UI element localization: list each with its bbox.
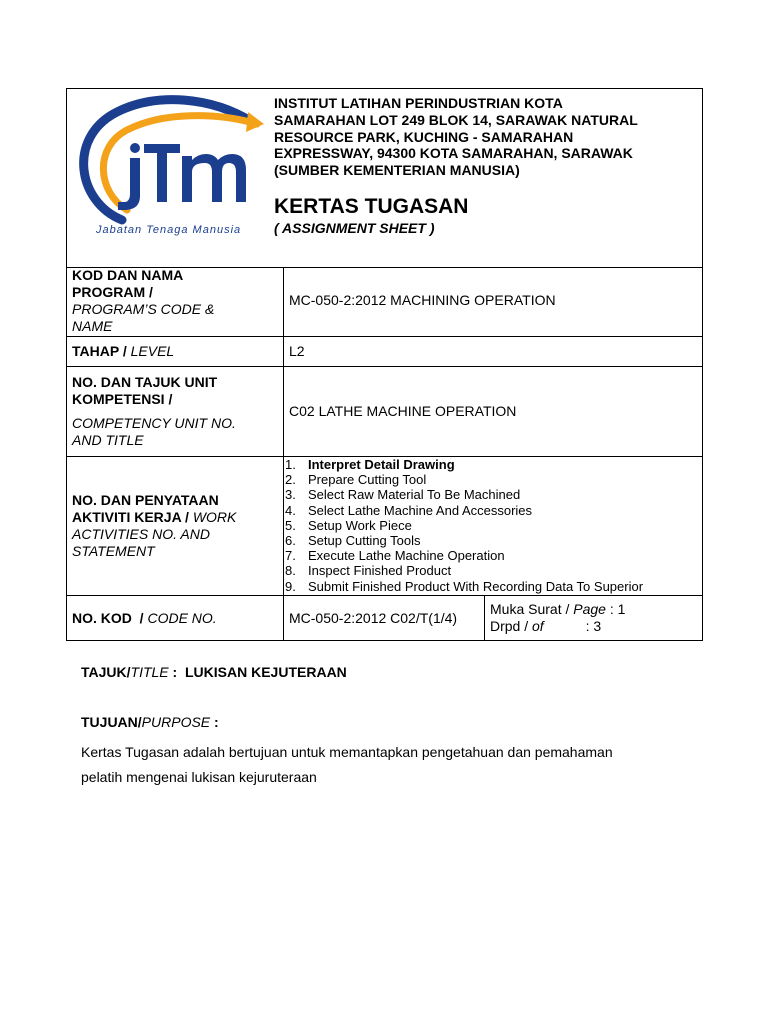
of-label-italic: of <box>532 618 544 634</box>
list-item-number: 7. <box>285 548 296 564</box>
purpose-label-italic: PURPOSE <box>141 714 211 730</box>
unit-value: C02 LATHE MACHINE OPERATION <box>289 403 517 419</box>
list-item <box>285 579 643 594</box>
activities-label-italic: WORK <box>192 509 237 525</box>
activities-label-line: STATEMENT <box>72 543 155 559</box>
level-value: L2 <box>289 343 305 359</box>
institute-address <box>274 95 638 179</box>
list-item-number: 2. <box>285 472 296 488</box>
level-label-bold: TAHAP / <box>72 343 127 359</box>
purpose-separator: : <box>214 714 219 730</box>
purpose-heading <box>81 714 219 730</box>
table-divider <box>283 267 284 641</box>
list-item-text: Setup Work Piece <box>308 517 412 533</box>
page-label-italic: Page <box>573 601 606 617</box>
list-item-number: 4. <box>285 502 296 518</box>
list-item-text: Prepare Cutting Tool <box>308 472 427 488</box>
list-item <box>285 548 643 563</box>
list-item-text: Select Lathe Machine And Accessories <box>308 502 533 518</box>
list-item <box>285 457 643 472</box>
purpose-text <box>81 740 613 790</box>
institute-line: EXPRESSWAY, 94300 KOTA SAMARAHAN, SARAWAK <box>274 145 633 162</box>
page-total: : 3 <box>585 618 602 634</box>
jtm-logo <box>72 92 268 242</box>
code-label-italic: CODE NO. <box>147 610 217 626</box>
program-label-line: NAME <box>72 318 113 334</box>
logo-subtitle: Jabatan Tenaga Manusia <box>96 224 242 236</box>
program-label-line: PROGRAM / <box>72 284 153 300</box>
program-label-line: KOD DAN NAMA <box>72 267 184 283</box>
title-separator: : <box>172 664 178 680</box>
institute-line: (SUMBER KEMENTERIAN MANUSIA) <box>274 162 520 179</box>
list-item-number: 9. <box>285 578 296 594</box>
list-item-text: Inspect Finished Product <box>308 563 452 579</box>
list-item-text: Interpret Detail Drawing <box>308 457 455 472</box>
program-label-line: PROGRAM’S CODE & <box>72 301 215 317</box>
title-label: TAJUK/ <box>81 664 131 680</box>
table-divider <box>66 336 703 337</box>
list-item-number: 3. <box>285 487 296 503</box>
page-label: Muka Surat / <box>490 601 570 617</box>
list-item-text: Submit Finished Product With Recording Data To Superior <box>308 578 644 594</box>
list-item <box>285 503 643 518</box>
list-item-text: Select Raw Material To Be Machined <box>308 487 521 503</box>
institute-line: RESOURCE PARK, KUCHING - SAMARAHAN <box>274 128 574 145</box>
of-label: Drpd / <box>490 618 529 634</box>
activities-label-bold: AKTIVITI KERJA / <box>72 509 189 525</box>
program-label <box>72 267 214 335</box>
institute-line: INSTITUT LATIHAN PERINDUSTRIAN KOTA <box>274 95 563 111</box>
level-label <box>72 343 174 360</box>
list-item <box>285 533 643 548</box>
unit-label-line: KOMPETENSI / <box>72 391 173 407</box>
code-value: MC-050-2:2012 C02/T(1/4) <box>289 610 458 626</box>
table-divider <box>66 366 703 367</box>
list-item-number: 1. <box>285 457 296 472</box>
unit-label-line: AND TITLE <box>72 432 144 448</box>
page-info <box>490 601 625 635</box>
list-item <box>285 563 643 578</box>
level-label-italic: LEVEL <box>130 343 175 359</box>
list-item <box>285 472 643 487</box>
purpose-line: Kertas Tugasan adalah bertujuan untuk memantapkan pengetahuan dan pemahaman <box>81 744 613 760</box>
institute-line: SAMARAHAN LOT 249 BLOK 14, SARAWAK NATURAL <box>274 111 638 128</box>
list-item <box>285 487 643 502</box>
sheet-title: KERTAS TUGASAN <box>274 195 469 218</box>
list-item-number: 6. <box>285 533 296 549</box>
jtm-logo-graphic <box>72 92 268 242</box>
table-divider <box>484 595 485 641</box>
unit-label-line: NO. DAN TAJUK UNIT <box>72 374 218 390</box>
list-item-text: Execute Lathe Machine Operation <box>308 548 505 564</box>
table-divider <box>66 595 703 596</box>
list-item-number: 5. <box>285 517 296 533</box>
activities-label <box>72 492 236 560</box>
activities-label-line: ACTIVITIES NO. AND <box>72 526 210 542</box>
activities-list <box>285 457 643 594</box>
code-label <box>72 610 217 627</box>
list-item <box>285 518 643 533</box>
sheet-subtitle: ( ASSIGNMENT SHEET ) <box>274 220 435 236</box>
list-item-text: Setup Cutting Tools <box>308 533 421 549</box>
page-number: : 1 <box>609 601 626 617</box>
purpose-line: pelatih mengenai lukisan kejuruteraan <box>81 769 317 785</box>
program-value: MC-050-2:2012 MACHINING OPERATION <box>289 292 556 308</box>
unit-label-line: COMPETENCY UNIT NO. <box>72 415 236 431</box>
title-line <box>81 664 347 680</box>
assignment-title: LUKISAN KEJUTERAAN <box>185 664 347 680</box>
code-label-bold: NO. KOD <box>72 610 132 626</box>
unit-label <box>72 374 236 449</box>
purpose-label: TUJUAN/ <box>81 714 142 730</box>
list-item-number: 8. <box>285 563 296 579</box>
code-label-slash: / <box>139 610 144 626</box>
activities-label-line: NO. DAN PENYATAAN <box>72 492 219 508</box>
title-label-italic: TITLE <box>130 664 169 680</box>
